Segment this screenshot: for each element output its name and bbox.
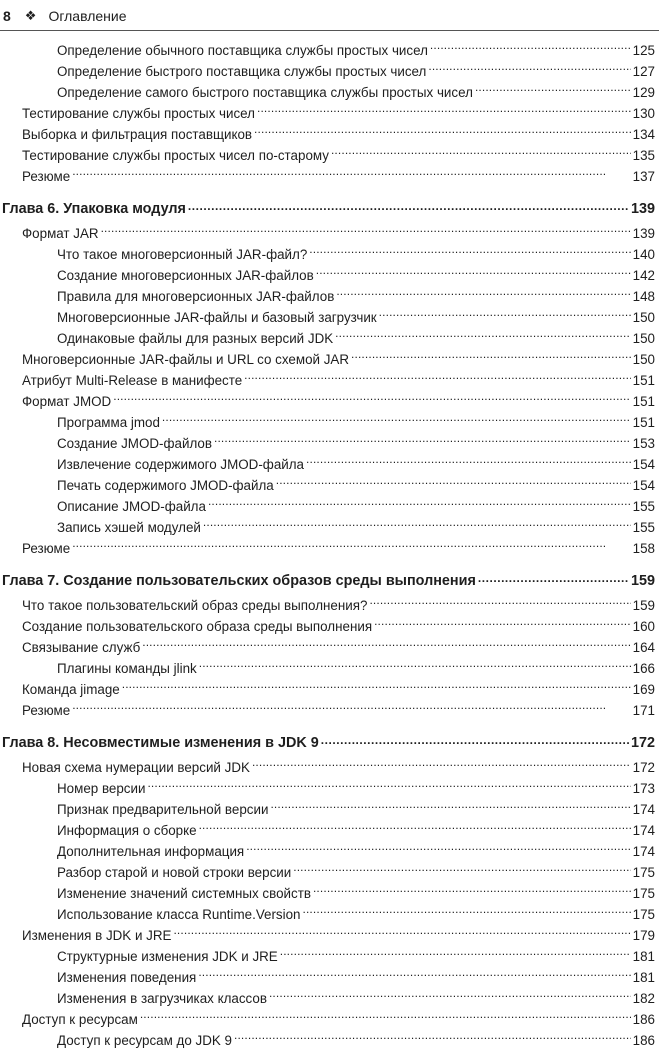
toc-page-number: 150 <box>632 331 655 346</box>
toc-entry-title: Глава 7. Создание пользовательских образов среды выполнения <box>2 573 476 589</box>
dot-leader <box>147 780 630 793</box>
toc-entry[interactable] <box>0 40 659 61</box>
dot-leader <box>478 571 629 585</box>
toc-entry-title: Определение быстрого поставщика службы простых чисел <box>57 64 427 79</box>
toc-entry-title: Новая схема нумерации версий JDK <box>22 760 250 775</box>
dot-leader <box>276 477 631 490</box>
toc-entry-title: Тестирование службы простых чисел по-старому <box>22 148 329 163</box>
toc-entry[interactable] <box>0 595 659 616</box>
toc-entry-title: Тестирование службы простых чисел <box>22 106 255 121</box>
toc-page-number: 169 <box>632 682 655 697</box>
dot-leader <box>379 309 631 322</box>
toc-entry[interactable] <box>0 778 659 799</box>
dot-leader <box>316 267 631 280</box>
dot-leader <box>257 105 631 118</box>
toc-entry[interactable] <box>0 679 659 700</box>
toc-entry[interactable] <box>0 904 659 925</box>
toc-page-number: 150 <box>632 310 655 325</box>
toc-page-number: 127 <box>632 64 655 79</box>
toc-entry-title: Изменение значений системных свойств <box>57 886 311 901</box>
dot-leader <box>203 519 631 532</box>
toc-entry[interactable] <box>0 1009 659 1030</box>
toc-entry-title: Изменения в JDK и JRE <box>22 928 172 943</box>
toc-entry[interactable] <box>0 475 659 496</box>
dot-leader <box>142 639 630 652</box>
dot-leader <box>72 540 630 553</box>
dot-leader <box>162 414 631 427</box>
toc-entry[interactable] <box>0 370 659 391</box>
toc-entry-title: Определение обычного поставщика службы простых чисел <box>57 43 428 58</box>
toc-entry[interactable] <box>0 265 659 286</box>
dot-leader <box>428 63 630 76</box>
toc-entry[interactable] <box>0 946 659 967</box>
toc-entry-title: Доступ к ресурсам до JDK 9 <box>57 1033 232 1048</box>
toc-page-number: 150 <box>632 352 655 367</box>
toc-entry-title: Выборка и фильтрация поставщиков <box>22 127 253 142</box>
toc-entry[interactable] <box>0 517 659 538</box>
toc-entry[interactable] <box>0 757 659 778</box>
toc-page-number: 175 <box>632 907 655 922</box>
dot-leader <box>293 864 630 877</box>
dot-leader <box>72 702 630 715</box>
dot-leader <box>430 42 631 55</box>
dot-leader <box>214 435 631 448</box>
dot-leader <box>140 1011 631 1024</box>
dot-leader <box>252 759 631 772</box>
toc-entry[interactable] <box>0 286 659 307</box>
toc-page-number: 153 <box>632 436 655 451</box>
toc-page-number: 174 <box>632 823 655 838</box>
toc-entry[interactable] <box>0 307 659 328</box>
toc-entry[interactable] <box>0 124 659 145</box>
toc-page-number: 137 <box>632 169 655 184</box>
toc-page-number: 151 <box>632 394 655 409</box>
toc-page-number: 130 <box>632 106 655 121</box>
dot-leader <box>113 393 630 406</box>
toc-page-number: 174 <box>632 844 655 859</box>
dot-leader <box>475 84 631 97</box>
toc-entry[interactable] <box>0 244 659 265</box>
page-number: 8 <box>3 8 11 24</box>
toc-entry-title: Номер версии <box>57 781 146 796</box>
toc-entry-title: Изменения в загрузчиках классов <box>57 991 267 1006</box>
dot-leader <box>173 927 630 940</box>
toc-page-number: 154 <box>632 457 655 472</box>
toc-entry-title: Одинаковые файлы для разных версий JDK <box>57 331 334 346</box>
toc-page-number: 160 <box>632 619 655 634</box>
toc-entry-title: Признак предварительной версии <box>57 802 269 817</box>
dot-leader <box>313 885 631 898</box>
toc-entry[interactable] <box>0 166 659 187</box>
toc-page-number: 174 <box>632 802 655 817</box>
toc-entry-title: Глава 6. Упаковка модуля <box>2 201 186 217</box>
toc-page-number: 186 <box>632 1033 655 1048</box>
toc-page-number: 151 <box>632 415 655 430</box>
dot-leader <box>374 618 631 631</box>
toc-entry-title: Создание многоверсионных JAR-файлов <box>57 268 314 283</box>
toc-page-number: 172 <box>632 760 655 775</box>
toc-chapter-entry[interactable] <box>0 567 659 595</box>
toc-page-number: 179 <box>632 928 655 943</box>
toc-entry[interactable] <box>0 349 659 370</box>
dot-leader <box>280 948 631 961</box>
dot-leader <box>254 126 631 139</box>
toc-entry[interactable] <box>0 328 659 349</box>
dot-leader <box>351 351 631 364</box>
toc-entry[interactable] <box>0 496 659 517</box>
dot-leader <box>208 498 631 511</box>
dot-leader <box>198 969 630 982</box>
toc-page-number: 134 <box>632 127 655 142</box>
dot-leader <box>306 456 631 469</box>
dot-leader <box>270 801 630 814</box>
toc-entry[interactable] <box>0 616 659 637</box>
toc-entry[interactable] <box>0 925 659 946</box>
toc-entry[interactable] <box>0 799 659 820</box>
toc-entry-title: Резюме <box>22 703 71 718</box>
toc-entry[interactable] <box>0 412 659 433</box>
page-header <box>0 2 659 30</box>
toc-chapter-entry[interactable] <box>0 729 659 757</box>
toc-entry-title: Структурные изменения JDK и JRE <box>57 949 278 964</box>
dot-leader <box>199 660 631 673</box>
dot-leader <box>244 372 631 385</box>
toc-page-number: 139 <box>632 226 655 241</box>
toc-entry-title: Правила для многоверсионных JAR-файлов <box>57 289 335 304</box>
toc-entry-title: Извлечение содержимого JMOD-файла <box>57 457 305 472</box>
toc-page-number: 129 <box>632 85 655 100</box>
dot-leader <box>101 225 631 238</box>
dot-leader <box>336 288 630 301</box>
dot-leader <box>369 597 630 610</box>
toc-page-number: 135 <box>632 148 655 163</box>
toc-page-number: 158 <box>632 541 655 556</box>
toc-entry-title: Многоверсионные JAR-файлы и базовый загрузчик <box>57 310 377 325</box>
dot-leader <box>72 168 630 181</box>
toc-entry[interactable] <box>0 1030 659 1051</box>
toc-page-number: 181 <box>632 970 655 985</box>
dot-leader <box>234 1032 631 1045</box>
toc-page-number: 154 <box>632 478 655 493</box>
toc-entry[interactable] <box>0 103 659 124</box>
toc-page-number: 159 <box>632 598 655 613</box>
toc-entry-title: Информация о сборке <box>57 823 197 838</box>
diamond-ornament-icon: ❖ <box>24 8 37 23</box>
toc-entry-title: Атрибут Multi-Release в манифесте <box>22 373 243 388</box>
toc-page-number: 172 <box>630 735 655 751</box>
toc-entry[interactable] <box>0 862 659 883</box>
toc-entry-title: Создание пользовательского образа среды выполнения <box>22 619 373 634</box>
dot-leader <box>331 147 631 160</box>
toc-page-number: 139 <box>630 201 655 217</box>
toc-page-number: 186 <box>632 1012 655 1027</box>
dot-leader <box>309 246 630 259</box>
toc-entry[interactable] <box>0 988 659 1009</box>
toc-entry-title: Что такое пользовательский образ среды выполнения? <box>22 598 368 613</box>
table-of-contents <box>0 40 659 1051</box>
toc-page-number: 125 <box>632 43 655 58</box>
toc-entry-title: Печать содержимого JMOD-файла <box>57 478 274 493</box>
toc-entry[interactable] <box>0 658 659 679</box>
toc-entry-title: Описание JMOD-файла <box>57 499 206 514</box>
toc-page-number: 148 <box>632 289 655 304</box>
toc-entry-title: Что такое многоверсионный JAR-файл? <box>57 247 308 262</box>
toc-entry-title: Использование класса Runtime.Version <box>57 907 301 922</box>
toc-entry-title: Команда jimage <box>22 682 120 697</box>
toc-entry-title: Резюме <box>22 169 71 184</box>
toc-entry[interactable] <box>0 61 659 82</box>
toc-entry[interactable] <box>0 454 659 475</box>
running-title: Оглавление <box>48 8 127 24</box>
toc-entry[interactable] <box>0 145 659 166</box>
toc-entry-title: Определение самого быстрого поставщика службы простых чисел <box>57 85 473 100</box>
toc-entry[interactable] <box>0 820 659 841</box>
dot-leader <box>199 822 631 835</box>
toc-entry-title: Формат JAR <box>22 226 99 241</box>
toc-entry-title: Резюме <box>22 541 71 556</box>
toc-entry[interactable] <box>0 391 659 412</box>
toc-entry-title: Дополнительная информация <box>57 844 245 859</box>
toc-page-number: 173 <box>632 781 655 796</box>
toc-entry[interactable] <box>0 883 659 904</box>
dot-leader <box>122 681 631 694</box>
toc-page-number: 155 <box>632 520 655 535</box>
toc-entry[interactable] <box>0 433 659 454</box>
header-divider <box>0 30 659 31</box>
toc-page-number: 151 <box>632 373 655 388</box>
toc-entry[interactable] <box>0 82 659 103</box>
toc-page-number: 159 <box>630 573 655 589</box>
toc-page-number: 142 <box>632 268 655 283</box>
toc-entry-title: Многоверсионные JAR-файлы и URL со схемой JAR <box>22 352 350 367</box>
toc-entry[interactable] <box>0 967 659 988</box>
toc-entry-title: Формат JMOD <box>22 394 112 409</box>
dot-leader <box>188 199 629 213</box>
toc-entry-title: Плагины команды jlink <box>57 661 197 676</box>
toc-entry-title: Изменения поведения <box>57 970 197 985</box>
toc-page-number: 166 <box>632 661 655 676</box>
toc-page-number: 175 <box>632 886 655 901</box>
dot-leader <box>269 990 631 1003</box>
toc-page-number: 171 <box>632 703 655 718</box>
toc-page-number: 140 <box>632 247 655 262</box>
toc-entry[interactable] <box>0 223 659 244</box>
toc-page-number: 182 <box>632 991 655 1006</box>
toc-entry-title: Запись хэшей модулей <box>57 520 201 535</box>
dot-leader <box>321 733 629 747</box>
toc-entry[interactable] <box>0 637 659 658</box>
toc-entry-title: Создание JMOD-файлов <box>57 436 212 451</box>
toc-page-number: 181 <box>632 949 655 964</box>
toc-page-number: 155 <box>632 499 655 514</box>
toc-entry-title: Разбор старой и новой строки версии <box>57 865 292 880</box>
dot-leader <box>246 843 630 856</box>
toc-entry-title: Программа jmod <box>57 415 160 430</box>
toc-entry-title: Глава 8. Несовместимые изменения в JDK 9 <box>2 735 319 751</box>
toc-page-number: 164 <box>632 640 655 655</box>
dot-leader <box>302 906 630 919</box>
toc-entry[interactable] <box>0 700 659 721</box>
toc-entry[interactable] <box>0 538 659 559</box>
toc-entry-title: Связывание служб <box>22 640 141 655</box>
dot-leader <box>335 330 630 343</box>
toc-entry[interactable] <box>0 841 659 862</box>
toc-page-number: 175 <box>632 865 655 880</box>
toc-chapter-entry[interactable] <box>0 195 659 223</box>
toc-entry-title: Доступ к ресурсам <box>22 1012 138 1027</box>
